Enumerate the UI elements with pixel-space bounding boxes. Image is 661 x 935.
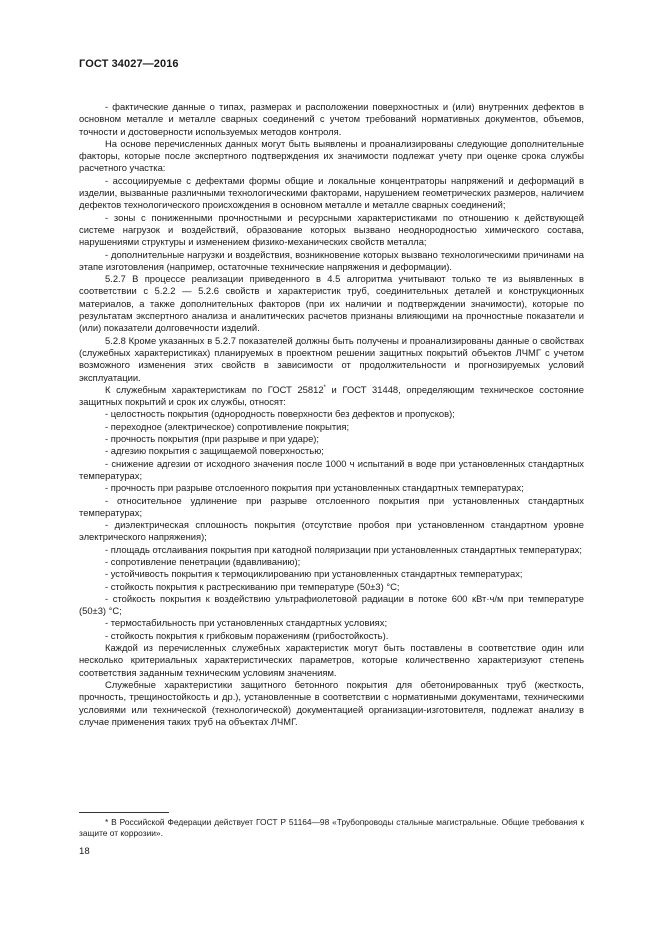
footnote-marker: *	[323, 384, 326, 391]
list-item: - стойкость покрытия к грибковым поражениям (грибостойкость).	[105, 629, 389, 641]
paragraph-text: и ГОСТ 31448, определяющим техническое состояние защитных покрытий и срок их службы, относят:	[79, 383, 584, 408]
paragraph: Служебные характеристики защитного бетонного покрытия для обетонированных труб (жесткость, прочность, трещиностойкость и др.), установленные в соответствии с нормативными документами, техническими условиями или технической (технологической) документацией организации-изготовителя, подлежат анализу в случае применения таких труб на объектах ЛЧМГ.	[79, 678, 584, 727]
document-header: ГОСТ 34027—2016	[79, 58, 179, 70]
list-item: - стойкость покрытия к растрескиванию при температуре (50±3) °С;	[105, 580, 400, 592]
list-item: - прочность при разрыве отслоенного покрытия при установленных стандартных температурах;	[105, 482, 524, 494]
list-item: - переходное (электрическое) сопротивление покрытия;	[105, 420, 350, 432]
footnote: * В Российской Федерации действует ГОСТ Р 51164—98 «Трубопроводы стальные магистральные. Общие требования к защите от коррозии».	[79, 817, 584, 838]
list-item: - снижение адгезии от исходного значения после 1000 ч испытаний в воде при установленных стандартных температурах;	[79, 457, 584, 481]
list-item: - термостабильность при установленных стандартных условиях;	[105, 617, 388, 629]
paragraph: На основе перечисленных данных могут быть выявлены и проанализированы следующие дополнительные факторы, которые после экспертного подтверждения их значимости подлежат учету при оценке срока службы расчетного участка:	[79, 137, 584, 174]
list-item: - устойчивость покрытия к термоциклированию при установленных стандартных температурах;	[105, 568, 523, 580]
paragraph-with-footnote-ref	[79, 384, 584, 409]
list-item: - относительное удлинение при разрыве отслоенного покрытия при установленных стандартных температурах;	[79, 494, 584, 518]
clause-5-2-7: 5.2.7 В процессе реализации приведенного в 4.5 алгоритма учитывают только те из выявленных в соответствии с 5.2.2 — 5.2.6 свойств и характеристик труб, соединительных деталей и конструкционных материалов, а также дополнительных факторов (при их наличии и подтверждении значимости), которые по результатам экспертного анализа и аналитических расчетов признаны влияющими на прочностные показатели и (или) показатели долговечности изделий.	[79, 273, 584, 334]
list-item: - дополнительные нагрузки и воздействия, возникновение которых вызвано технологическими причинами на этапе изготовления (например, остаточные технические напряжения и деформации).	[79, 248, 584, 272]
list-item: - ассоциируемые с дефектами формы общие и локальные концентраторы напряжений и деформаций в изделии, вызванные различными технологическими факторами, нарушением геометрических размеров, наличием дефектов технологического происхождения в основном металле и металле сварных соединений;	[79, 174, 584, 211]
body-text	[79, 101, 584, 728]
list-item: - сопротивление пенетрации (вдавливанию);	[105, 555, 301, 567]
footnote-divider	[79, 812, 169, 813]
list-item: - целостность покрытия (однородность поверхности без дефектов и пропусков);	[105, 408, 455, 420]
paragraph-text: К служебным характеристикам по ГОСТ 25812	[105, 383, 324, 395]
list-item: - прочность покрытия (при разрыве и при ударе);	[105, 433, 320, 445]
page-number: 18	[79, 846, 90, 857]
list-item: - адгезию покрытия с защищаемой поверхностью;	[105, 445, 324, 457]
list-item: - зоны с пониженными прочностными и ресурсными характеристиками по отношению к действующей системе нагрузок и воздействий, образование которых вызвано неоднородностью химического состава, нарушениями структуры и изменением физико-механических свойств металла;	[79, 211, 584, 248]
paragraph: Каждой из перечисленных служебных характеристик могут быть поставлены в соответствие один или несколько критериальных характеристических параметров, которые количественно характеризуют степень соответствия заданным техническим условиям значениям.	[79, 642, 584, 678]
list-item: - диэлектрическая сплошность покрытия (отсутствие пробоя при установленном стандартном уровне электрического напряжения);	[79, 519, 584, 543]
paragraph: - фактические данные о типах, размерах и расположении поверхностных и (или) внутренних дефектов в основном металле и металле сварных соединений с учетом требований нормативных документов, объемов, точности и достоверности используемых методов контроля.	[79, 101, 584, 137]
list-item: - площадь отслаивания покрытия при катодной поляризации при установленных стандартных температурах;	[105, 543, 582, 555]
clause-5-2-8: 5.2.8 Кроме указанных в 5.2.7 показателей должны быть получены и проанализированы данные о свойствах (служебных характеристиках) планируемых в проектном решении защитных покрытий объектов ЛЧМГ с учетом возможного изменения этих свойств в зависимости от продолжительности и прогнозируемых условий эксплуатации.	[79, 334, 584, 383]
list-item: - стойкость покрытия к воздействию ультрафиолетовой радиации в потоке 600 кВт·ч/м при температуре (50±3) °С;	[79, 592, 584, 617]
